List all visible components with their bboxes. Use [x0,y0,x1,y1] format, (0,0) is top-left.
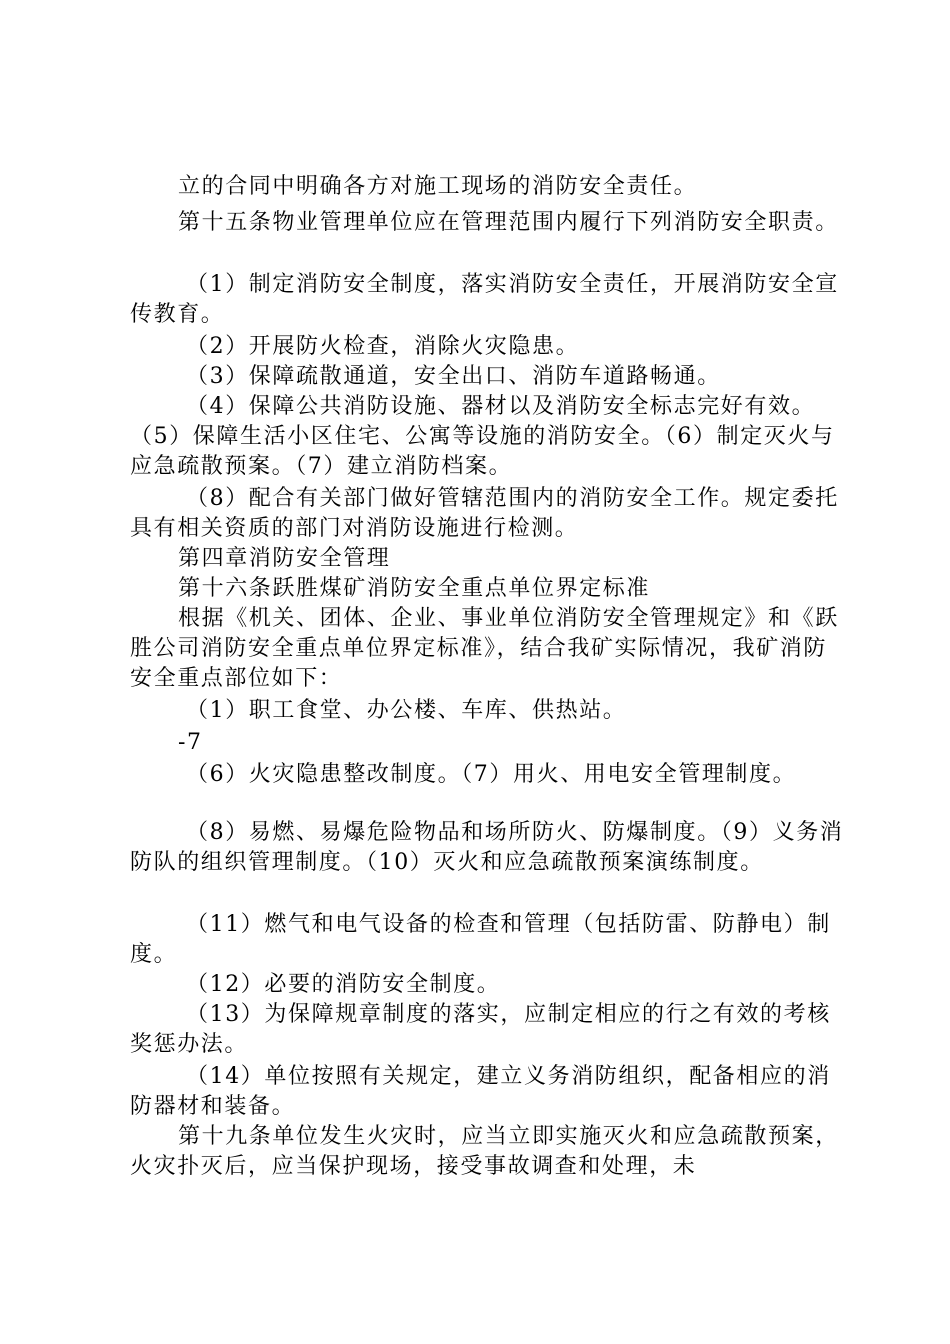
system-item-8-10: （8）易燃、易爆危险物品和场所防火、防爆制度。（9）义务消防队的组织管理制度。（10）灭火和应急疏散预案演练制度。 [130,820,844,875]
key-unit-item-1: （1）职工食堂、办公楼、车库、供热站。 [186,698,627,723]
article-19: 第十九条单位发生火灾时，应当立即实施灭火和应急疏散预案，火灾扑灭后，应当保护现场，接受事故调查和处理，未 [130,1124,839,1179]
list-item-2: （2）开展防火检查，消除火灾隐患。 [186,334,580,359]
paragraph-basis: 根据《机关、团体、企业、事业单位消防安全管理规定》和《跃胜公司消防安全重点单位界定标准》，结合我矿实际情况，我矿消防安全重点部位如下： [130,606,839,691]
system-item-11: （11）燃气和电气设备的检查和管理（包括防雷、防静电）制度。 [130,912,831,967]
article-15: 第十五条物业管理单位应在管理范围内履行下列消防安全职责。 [178,210,839,235]
chapter-4-heading: 第四章消防安全管理 [178,546,391,571]
system-item-14: （14）单位按照有关规定，建立义务消防组织，配备相应的消防器材和装备。 [130,1064,831,1119]
paragraph-contract-responsibility: 立的合同中明确各方对施工现场的消防安全责任。 [178,174,698,199]
list-item-3: （3）保障疏散通道，安全出口、消防车道路畅通。 [186,364,721,389]
system-item-12: （12）必要的消防安全制度。 [186,972,501,997]
list-item-4-7: （4）保障公共消防设施、器材以及消防安全标志完好有效。（5）保障生活小区住宅、公寓等设施的消防安全。（6）制定灭火与应急疏散预案。（7）建立消防档案。 [130,394,835,479]
system-item-13: （13）为保障规章制度的落实，应制定相应的行之有效的考核奖惩办法。 [130,1002,831,1057]
system-item-6-7: （6）火灾隐患整改制度。（7）用火、用电安全管理制度。 [186,762,797,787]
list-item-8: （8）配合有关部门做好管辖范围内的消防安全工作。规定委托具有相关资质的部门对消防设施进行检测。 [130,486,839,541]
article-16: 第十六条跃胜煤矿消防安全重点单位界定标准 [178,576,651,601]
page-number: -7 [178,730,203,755]
list-item-1: （1）制定消防安全制度，落实消防安全责任，开展消防安全宣传教育。 [130,272,839,327]
